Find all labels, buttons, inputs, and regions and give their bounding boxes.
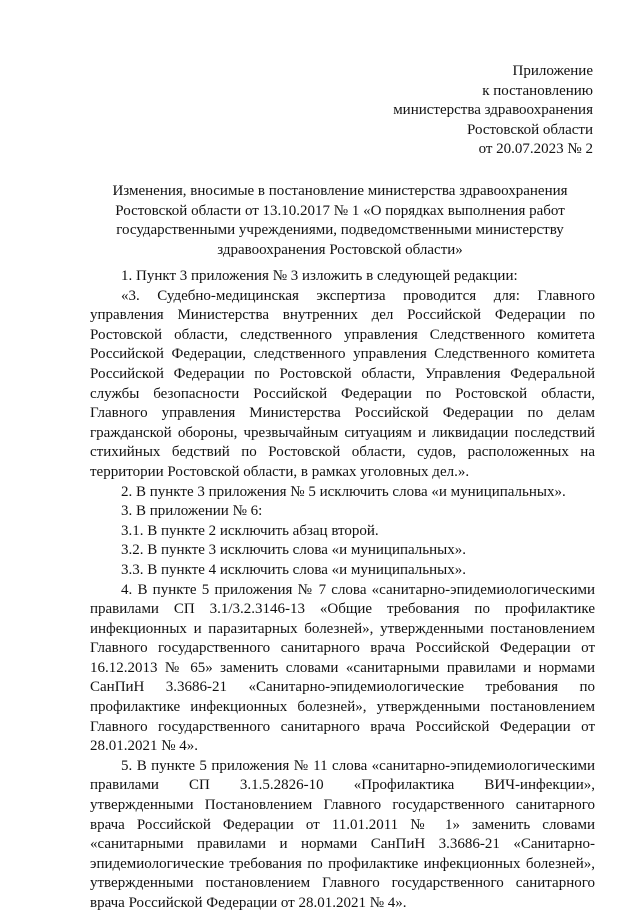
- document-title: [90, 182, 590, 260]
- paragraph-item-2: 2. В пункте 3 приложения № 5 исключить слова «и муниципальных».: [121, 483, 566, 500]
- approval-line: министерства здравоохранения: [393, 102, 593, 118]
- paragraph-item-3-1: 3.1. В пункте 2 исключить абзац второй.: [121, 522, 379, 539]
- paragraph-item-1: 1. Пункт 3 приложения № 3 изложить в следующей редакции:: [121, 268, 518, 284]
- paragraph-item-3: 3. В приложении № 6:: [121, 503, 263, 520]
- paragraph-item-5: 5. В пункте 5 приложения № 11 слова «санитарно-эпидемиологическими правилами СП 3.1.5.2826-10 «Профилактика ВИЧ-инфекции», утвержденными Постановлением Главного государственного санитарного врача Российской Федерации от 11.01.2011 № 1» заменить словами «санитарными правилами и нормами СанПиН 3.3686-21 «Санитарно-эпидемиологические требования по профилактике инфекционных болезней», утвержденными постановлением Главного государственного санитарного врача Российской Федерации от 28.01.2021 № 4».: [90, 757, 595, 911]
- paragraph-item-3-3: 3.3. В пункте 4 исключить слова «и муниципальных».: [121, 561, 466, 578]
- paragraph-item-4: 4. В пункте 5 приложения № 7 слова «санитарно-эпидемиологическими правилами СП 3.1/3.2.3146-13 «Общие требования по профилактике инфекционных и паразитарных болезней», утвержденными постановлением Главного государственного санитарного врача Российской Федерации от 16.12.2013 № 65» заменить словами «санитарными правилами и нормами СанПиН 3.3686-21 «Санитарно-эпидемиологические требования по профилактике инфекционных болезней», утвержденными постановлением Главного государственного санитарного врача Российской Федерации от 28.01.2021 № 4».: [90, 581, 595, 755]
- title-line: Изменения, вносимые в постановление министерства здравоохранения: [112, 183, 568, 199]
- title-line: Ростовской области от 13.10.2017 № 1 «О порядках выполнения работ: [115, 202, 565, 219]
- approval-line: Приложение: [512, 63, 593, 79]
- approval-block: [393, 62, 593, 160]
- approval-line: к постановлению: [482, 82, 593, 99]
- paragraph-item-3-2: 3.2. В пункте 3 исключить слова «и муниципальных».: [121, 542, 466, 559]
- title-line: государственными учреждениями, подведомственными министерству: [116, 222, 564, 238]
- approval-date-line: от 20.07.2023 № 2: [478, 141, 593, 157]
- title-line: здравоохранения Ростовской области»: [217, 241, 463, 258]
- document-body: [90, 267, 595, 914]
- approval-line: Ростовской области: [467, 121, 593, 138]
- paragraph-item-1-text: «3. Судебно-медицинская экспертиза проводится для: Главного управления Министерства внутренних дел Российской Федерации по Ростовской области, следственного управления Следственного комитета Российской Федерации, следственного управления Следственного комитета Российской Федерации по Ростовской области, Управления Федеральной службы безопасности Российской Федерации по Ростовской области, Главного управления Министерства Российской Федерации по делам гражданской обороны, чрезвычайным ситуациям и ликвидации последствий стихийных бедствий по Ростовской области, судов, расположенных на территории Ростовской области, в рамках уголовных дел.».: [90, 287, 595, 480]
